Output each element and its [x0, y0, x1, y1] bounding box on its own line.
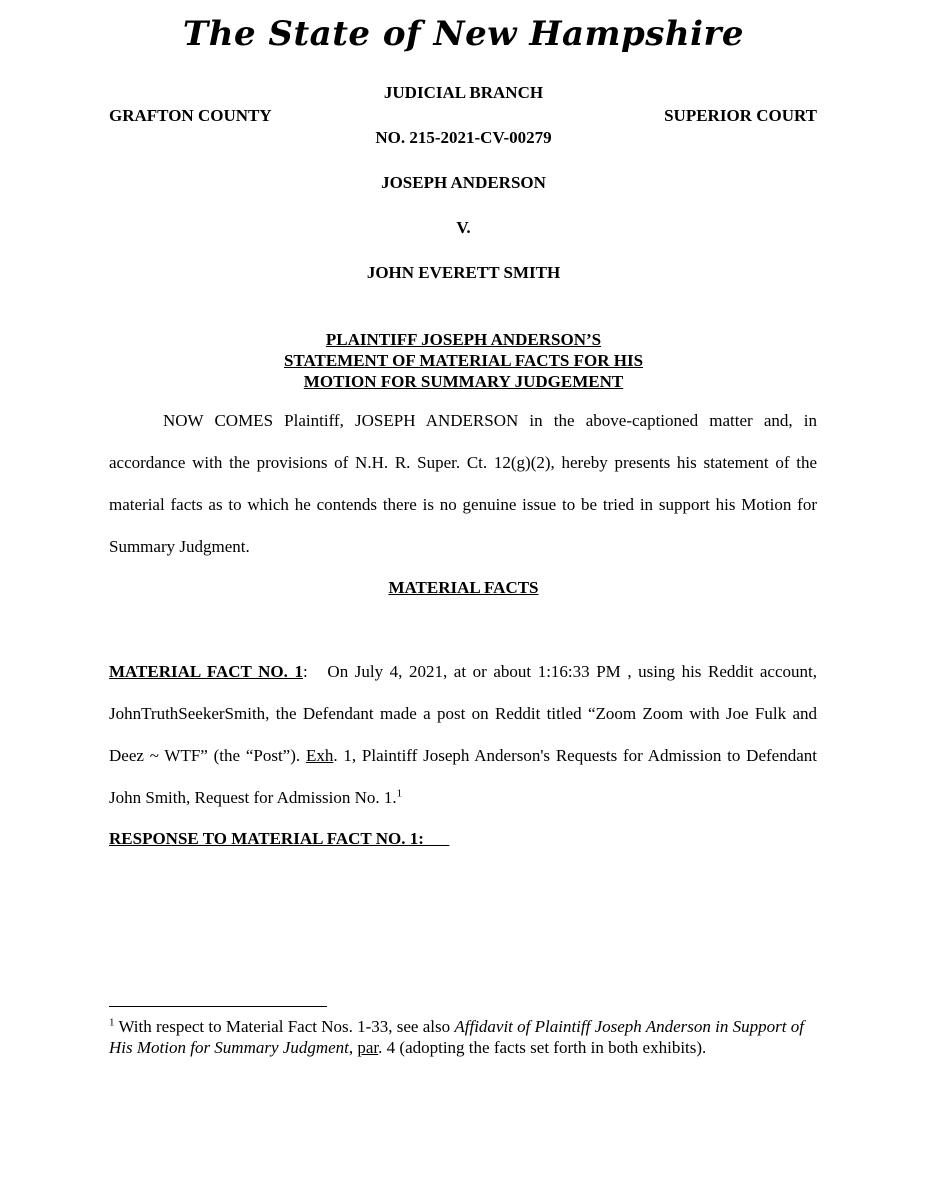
footnote-text-end: . 4 (adopting the facts set forth in both exhibits). — [378, 1038, 707, 1057]
footnote-mark: 1 — [109, 1016, 115, 1029]
footnote-text: With respect to Material Fact Nos. 1-33, see also — [114, 1017, 455, 1036]
footnote-1 — [109, 1016, 809, 1058]
defendant-name: JOHN EVERETT SMITH — [366, 263, 561, 282]
document-title-line-2: STATEMENT OF MATERIAL FACTS FOR HIS — [283, 351, 644, 370]
footnote-reference: 1 — [396, 787, 403, 800]
footnote-divider — [109, 1006, 327, 1007]
footnote-affidavit-title: Affidavit of Plaintiff Joseph Anderson in Support of His Motion for Summary Judgment — [109, 1017, 804, 1057]
material-fact-1-text: On July 4, 2021, at or about 1:16:33 PM , using his Reddit account, JohnTruthSeekerSmith, the Defendant made a post on Reddit titled “Zoom Zoom with Joe Fulk and Deez ~ WTF” (the “Post”). — [109, 662, 817, 765]
material-fact-1-text-cont: . 1, Plaintiff Joseph Anderson's Requests for Admission to Defendant John Smith, Request for Admission No. 1. — [109, 746, 817, 807]
response-1-heading: RESPONSE TO MATERIAL FACT NO. 1: — [109, 829, 450, 848]
section-heading: MATERIAL FACTS — [388, 578, 539, 597]
document-title — [0, 329, 927, 392]
exhibit-reference: Exh — [305, 746, 334, 765]
county-name: GRAFTON COUNTY — [109, 106, 272, 125]
judicial-branch: JUDICIAL BRANCH — [383, 83, 544, 102]
material-fact-1-label: MATERIAL FACT NO. 1 — [109, 662, 303, 681]
material-fact-1 — [109, 651, 817, 819]
versus: V. — [456, 218, 471, 237]
document-title-line-3: MOTION FOR SUMMARY JUDGEMENT — [303, 372, 624, 391]
intro-paragraph: NOW COMES Plaintiff, JOSEPH ANDERSON in the above-captioned matter and, in accordance with the provisions of N.H. R. Super. Ct. 12(g)(2), hereby presents his statement of the material facts as to which he contends there is no genuine issue to be tried in support his Motion for Summary Judgment. — [109, 411, 817, 556]
footnote-text-cont: , — [348, 1038, 358, 1057]
footnote-par: par — [357, 1038, 379, 1057]
court-name: SUPERIOR COURT — [664, 106, 817, 125]
case-number: NO. 215-2021-CV-00279 — [375, 128, 552, 147]
state-masthead: The State of New Hampshire — [182, 14, 745, 54]
plaintiff-name: JOSEPH ANDERSON — [381, 173, 546, 192]
document-title-line-1: PLAINTIFF JOSEPH ANDERSON’S — [325, 330, 602, 349]
material-fact-1-label-suffix: : — [302, 662, 308, 681]
